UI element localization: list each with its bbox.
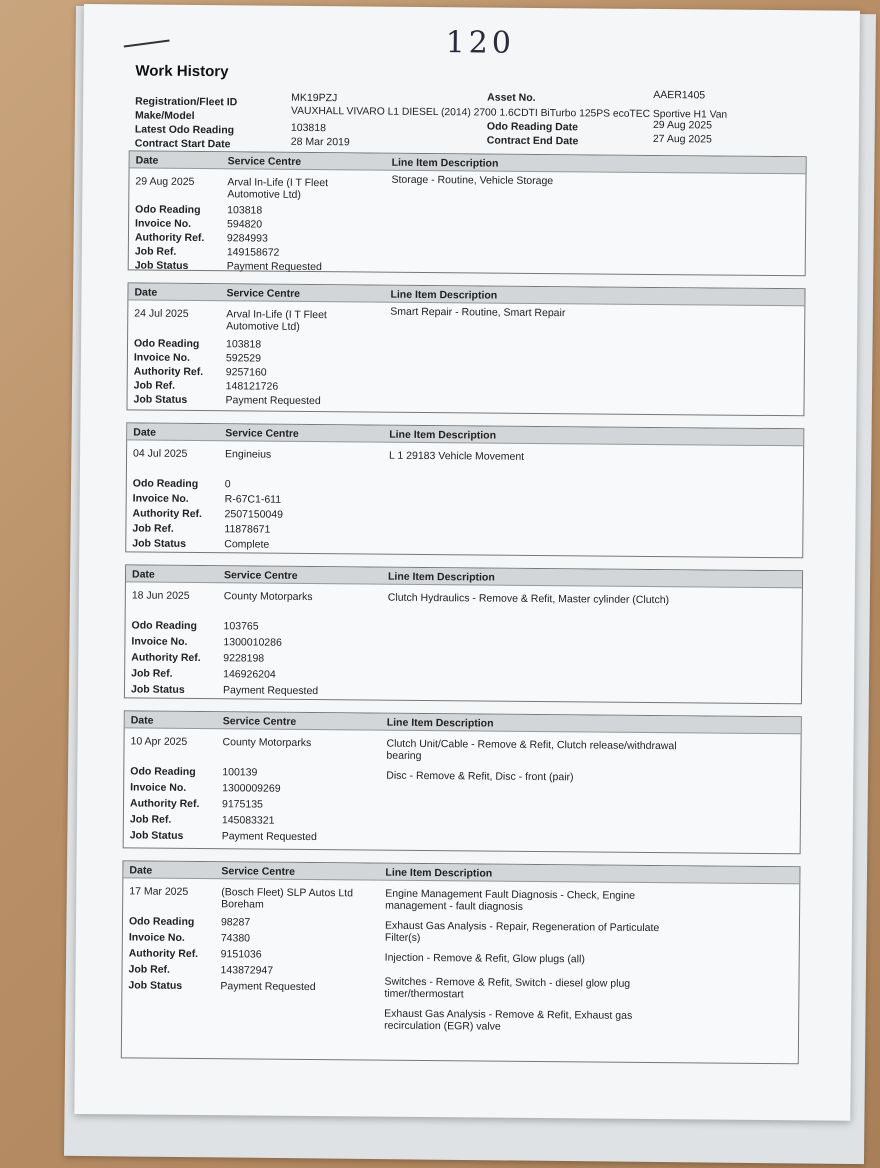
authority-value: 2507150049 <box>224 508 284 521</box>
entry-date: 29 Aug 2025 <box>135 175 195 188</box>
job-status-label: Job Status <box>134 259 189 272</box>
col-line-item: Line Item Description <box>386 716 494 730</box>
col-service-centre: Service Centre <box>223 569 298 582</box>
col-line-item: Line Item Description <box>390 288 498 302</box>
odo-label: Latest Odo Reading <box>134 123 235 137</box>
job-ref-value: 146926204 <box>223 668 276 681</box>
authority-label: Authority Ref. <box>128 947 199 961</box>
authority-value: 9151036 <box>220 948 262 961</box>
odo-value: 103818 <box>290 121 327 135</box>
col-date: Date <box>133 426 157 439</box>
authority-value: 9228198 <box>223 652 265 665</box>
entry-date: 18 Jun 2025 <box>131 589 190 602</box>
col-date: Date <box>135 154 159 167</box>
work-entry <box>128 150 807 276</box>
authority-value: 9284993 <box>226 232 268 245</box>
line-item: Engine Management Fault Diagnosis - Check, Engine management - fault diagnosis <box>385 887 636 913</box>
invoice-value: 74380 <box>220 932 251 945</box>
line-item: Exhaust Gas Analysis - Repair, Regeneration of Particulate Filter(s) <box>384 919 660 944</box>
col-line-item: Line Item Description <box>391 156 499 170</box>
job-ref-value: 149158672 <box>226 246 280 259</box>
authority-value: 9257160 <box>225 366 267 379</box>
invoice-label: Invoice No. <box>132 492 189 505</box>
authority-label: Authority Ref. <box>132 507 203 521</box>
job-status-label: Job Status <box>130 683 185 696</box>
job-status-value: Complete <box>224 538 270 551</box>
job-ref-value: 148121726 <box>225 380 279 393</box>
invoice-label: Invoice No. <box>128 931 185 944</box>
authority-value: 9175135 <box>221 798 263 811</box>
work-entry <box>125 422 804 558</box>
odo-value: 103818 <box>225 338 262 351</box>
line-item: Clutch Hydraulics - Remove & Refit, Master cylinder (Clutch) <box>387 591 670 607</box>
odo-value: 103765 <box>223 620 259 633</box>
col-service-centre: Service Centre <box>225 427 299 440</box>
col-date: Date <box>130 714 154 727</box>
make-label: Make/Model <box>134 109 195 122</box>
odo-value: 103818 <box>227 204 263 217</box>
make-value: VAUXHALL VIVARO L1 DIESEL (2014) 2700 1.6CDTI BiTurbo 125PS ecoTEC Sportive H1 Van <box>291 105 728 121</box>
entry-date: 24 Jul 2025 <box>134 307 189 320</box>
authority-label: Authority Ref. <box>134 231 205 245</box>
reg-value: MK19PZJ <box>291 91 338 105</box>
job-ref-label: Job Ref. <box>133 379 176 392</box>
col-date: Date <box>129 864 153 877</box>
line-item: Exhaust Gas Analysis - Remove & Refit, Exhaust gas recirculation (EGR) valve <box>384 1007 633 1033</box>
col-line-item: Line Item Description <box>389 428 497 442</box>
job-status-value: Payment Requested <box>220 980 316 994</box>
work-entry <box>123 710 802 854</box>
odo-label: Odo Reading <box>132 477 199 491</box>
handwritten-number: 120 <box>445 25 516 61</box>
col-service-centre: Service Centre <box>227 155 302 168</box>
authority-label: Authority Ref. <box>129 797 200 811</box>
line-item: Injection - Remove & Refit, Glow plugs (all) <box>384 951 585 966</box>
col-line-item: Line Item Description <box>387 570 495 584</box>
entry-service-centre: (Bosch Fleet) SLP Autos Ltd Boreham <box>221 886 354 911</box>
entry-service-centre: County Motorparks <box>223 590 313 604</box>
odo-label: Odo Reading <box>128 915 195 928</box>
odo-value: 100139 <box>222 766 258 779</box>
invoice-label: Invoice No. <box>133 351 190 364</box>
entry-service-centre: Arval In-Life (I T Fleet Automotive Ltd) <box>227 176 329 201</box>
work-entry <box>121 860 801 1064</box>
job-ref-value: 11878671 <box>224 523 271 536</box>
entry-service-centre: County Motorparks <box>222 736 312 750</box>
invoice-value: 1300009269 <box>222 782 281 795</box>
authority-label: Authority Ref. <box>133 365 204 379</box>
work-entry <box>124 564 803 704</box>
odo-value: 98287 <box>220 916 251 929</box>
entry-date: 04 Jul 2025 <box>133 447 188 460</box>
odo-label: Odo Reading <box>130 765 196 779</box>
job-ref-label: Job Ref. <box>129 813 172 826</box>
invoice-value: 592529 <box>225 352 262 365</box>
job-status-label: Job Status <box>128 979 183 992</box>
odo-label: Odo Reading <box>135 203 201 217</box>
entry-service-centre: Arval In-Life (I T Fleet Automotive Ltd) <box>226 308 327 333</box>
entry-date: 17 Mar 2025 <box>129 885 189 898</box>
job-ref-value: 143872947 <box>220 964 274 977</box>
line-item: L 1 29183 Vehicle Movement <box>389 449 525 463</box>
job-ref-label: Job Ref. <box>128 963 171 976</box>
invoice-value: R-67C1-611 <box>224 493 282 506</box>
contract-start-label: Contract Start Date <box>134 137 231 151</box>
asset-label: Asset No. <box>487 91 536 104</box>
job-status-value: Payment Requested <box>225 394 321 408</box>
job-status-label: Job Status <box>129 829 184 842</box>
contract-end-value: 27 Aug 2025 <box>652 132 712 146</box>
contract-start-value: 28 Mar 2019 <box>290 135 350 149</box>
odo-date-value: 29 Aug 2025 <box>652 118 713 132</box>
job-ref-label: Job Ref. <box>131 667 173 680</box>
odo-label: Odo Reading <box>133 337 200 351</box>
authority-label: Authority Ref. <box>131 651 201 665</box>
line-item: Smart Repair - Routine, Smart Repair <box>390 305 566 320</box>
pen-mark <box>124 40 170 48</box>
line-item: Clutch Unit/Cable - Remove & Refit, Clutch release/withdrawal bearing <box>386 737 677 762</box>
invoice-label: Invoice No. <box>130 781 187 794</box>
invoice-value: 594820 <box>227 218 263 231</box>
entry-service-centre: Engineius <box>225 448 272 461</box>
job-status-value: Payment Requested <box>222 684 319 698</box>
job-status-value: Payment Requested <box>226 260 322 274</box>
work-entry <box>126 282 805 416</box>
invoice-value: 1300010286 <box>223 636 282 649</box>
col-service-centre: Service Centre <box>226 287 301 300</box>
col-service-centre: Service Centre <box>221 865 296 878</box>
col-service-centre: Service Centre <box>222 715 297 728</box>
entry-date: 10 Apr 2025 <box>130 735 188 748</box>
page-title: Work History <box>135 62 229 81</box>
col-line-item: Line Item Description <box>385 866 493 880</box>
job-ref-label: Job Ref. <box>132 522 174 535</box>
odo-value: 0 <box>224 478 231 491</box>
job-status-label: Job Status <box>133 393 188 406</box>
invoice-label: Invoice No. <box>135 217 192 230</box>
invoice-label: Invoice No. <box>131 635 188 648</box>
line-item: Storage - Routine, Vehicle Storage <box>391 173 554 188</box>
line-item: Disc - Remove & Refit, Disc - front (pair) <box>386 769 574 784</box>
job-ref-label: Job Ref. <box>134 245 177 258</box>
document-page <box>74 4 860 1121</box>
odo-date-label: Odo Reading Date <box>486 120 579 134</box>
odo-label: Odo Reading <box>131 619 197 633</box>
job-status-label: Job Status <box>132 537 187 550</box>
job-ref-value: 145083321 <box>221 814 275 827</box>
col-date: Date <box>134 286 158 299</box>
contract-end-label: Contract End Date <box>486 134 579 148</box>
job-status-value: Payment Requested <box>221 830 317 844</box>
col-date: Date <box>131 568 155 581</box>
asset-value: AAER1405 <box>653 88 706 102</box>
line-item: Switches - Remove & Refit, Switch - diesel glow plug timer/thermostart <box>384 975 631 1001</box>
reg-label: Registration/Fleet ID <box>135 95 238 109</box>
